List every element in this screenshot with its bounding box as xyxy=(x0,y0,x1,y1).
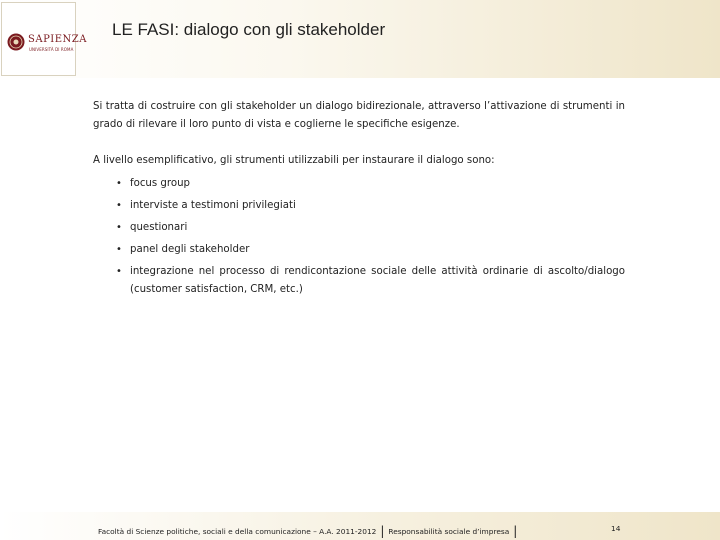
bullet-icon: • xyxy=(116,266,122,277)
bullet-icon: • xyxy=(116,178,122,189)
university-logo xyxy=(1,2,87,76)
footer-course: Responsabilità sociale d’impresa xyxy=(388,527,510,536)
intro-paragraph: Si tratta di costruire con gli stakeholder un dialogo bidirezionale, attraverso l’attivazione di strumenti in grado di rilevare il loro punto di vista e coglierne le specifiche esigenze. xyxy=(93,101,625,130)
tools-list xyxy=(93,175,625,299)
tools-intro-paragraph: A livello esemplificativo, gli strumenti utilizzabili per instaurare il dialogo sono: xyxy=(93,155,495,166)
bullet-icon: • xyxy=(116,244,122,255)
bullet-icon: • xyxy=(116,200,122,211)
seal-icon xyxy=(7,33,25,51)
footer-separator: | xyxy=(513,524,518,538)
list-item: • integrazione nel processo di rendicontazione sociale delle attività ordinarie di ascolto/dialogo (customer satisfaction, CRM, etc.) xyxy=(93,263,625,299)
logo-subtitle: UNIVERSITÀ DI ROMA xyxy=(29,47,74,52)
slide-body xyxy=(93,98,625,303)
footer-separator: | xyxy=(380,524,385,538)
slide-title: LE FASI: dialogo con gli stakeholder xyxy=(112,20,386,39)
footer-faculty: Facoltà di Scienze politiche, sociali e della comunicazione – A.A. 2011-2012 xyxy=(98,527,377,536)
list-item: • interviste a testimoni privilegiati xyxy=(93,197,625,215)
footer xyxy=(98,524,521,538)
list-item: • panel degli stakeholder xyxy=(93,241,625,259)
page-number: 14 xyxy=(611,524,621,533)
logo-wordmark: SAPIENZA xyxy=(28,34,87,45)
bullet-icon: • xyxy=(116,222,122,233)
list-item: • questionari xyxy=(93,219,625,237)
list-item: • focus group xyxy=(93,175,625,193)
